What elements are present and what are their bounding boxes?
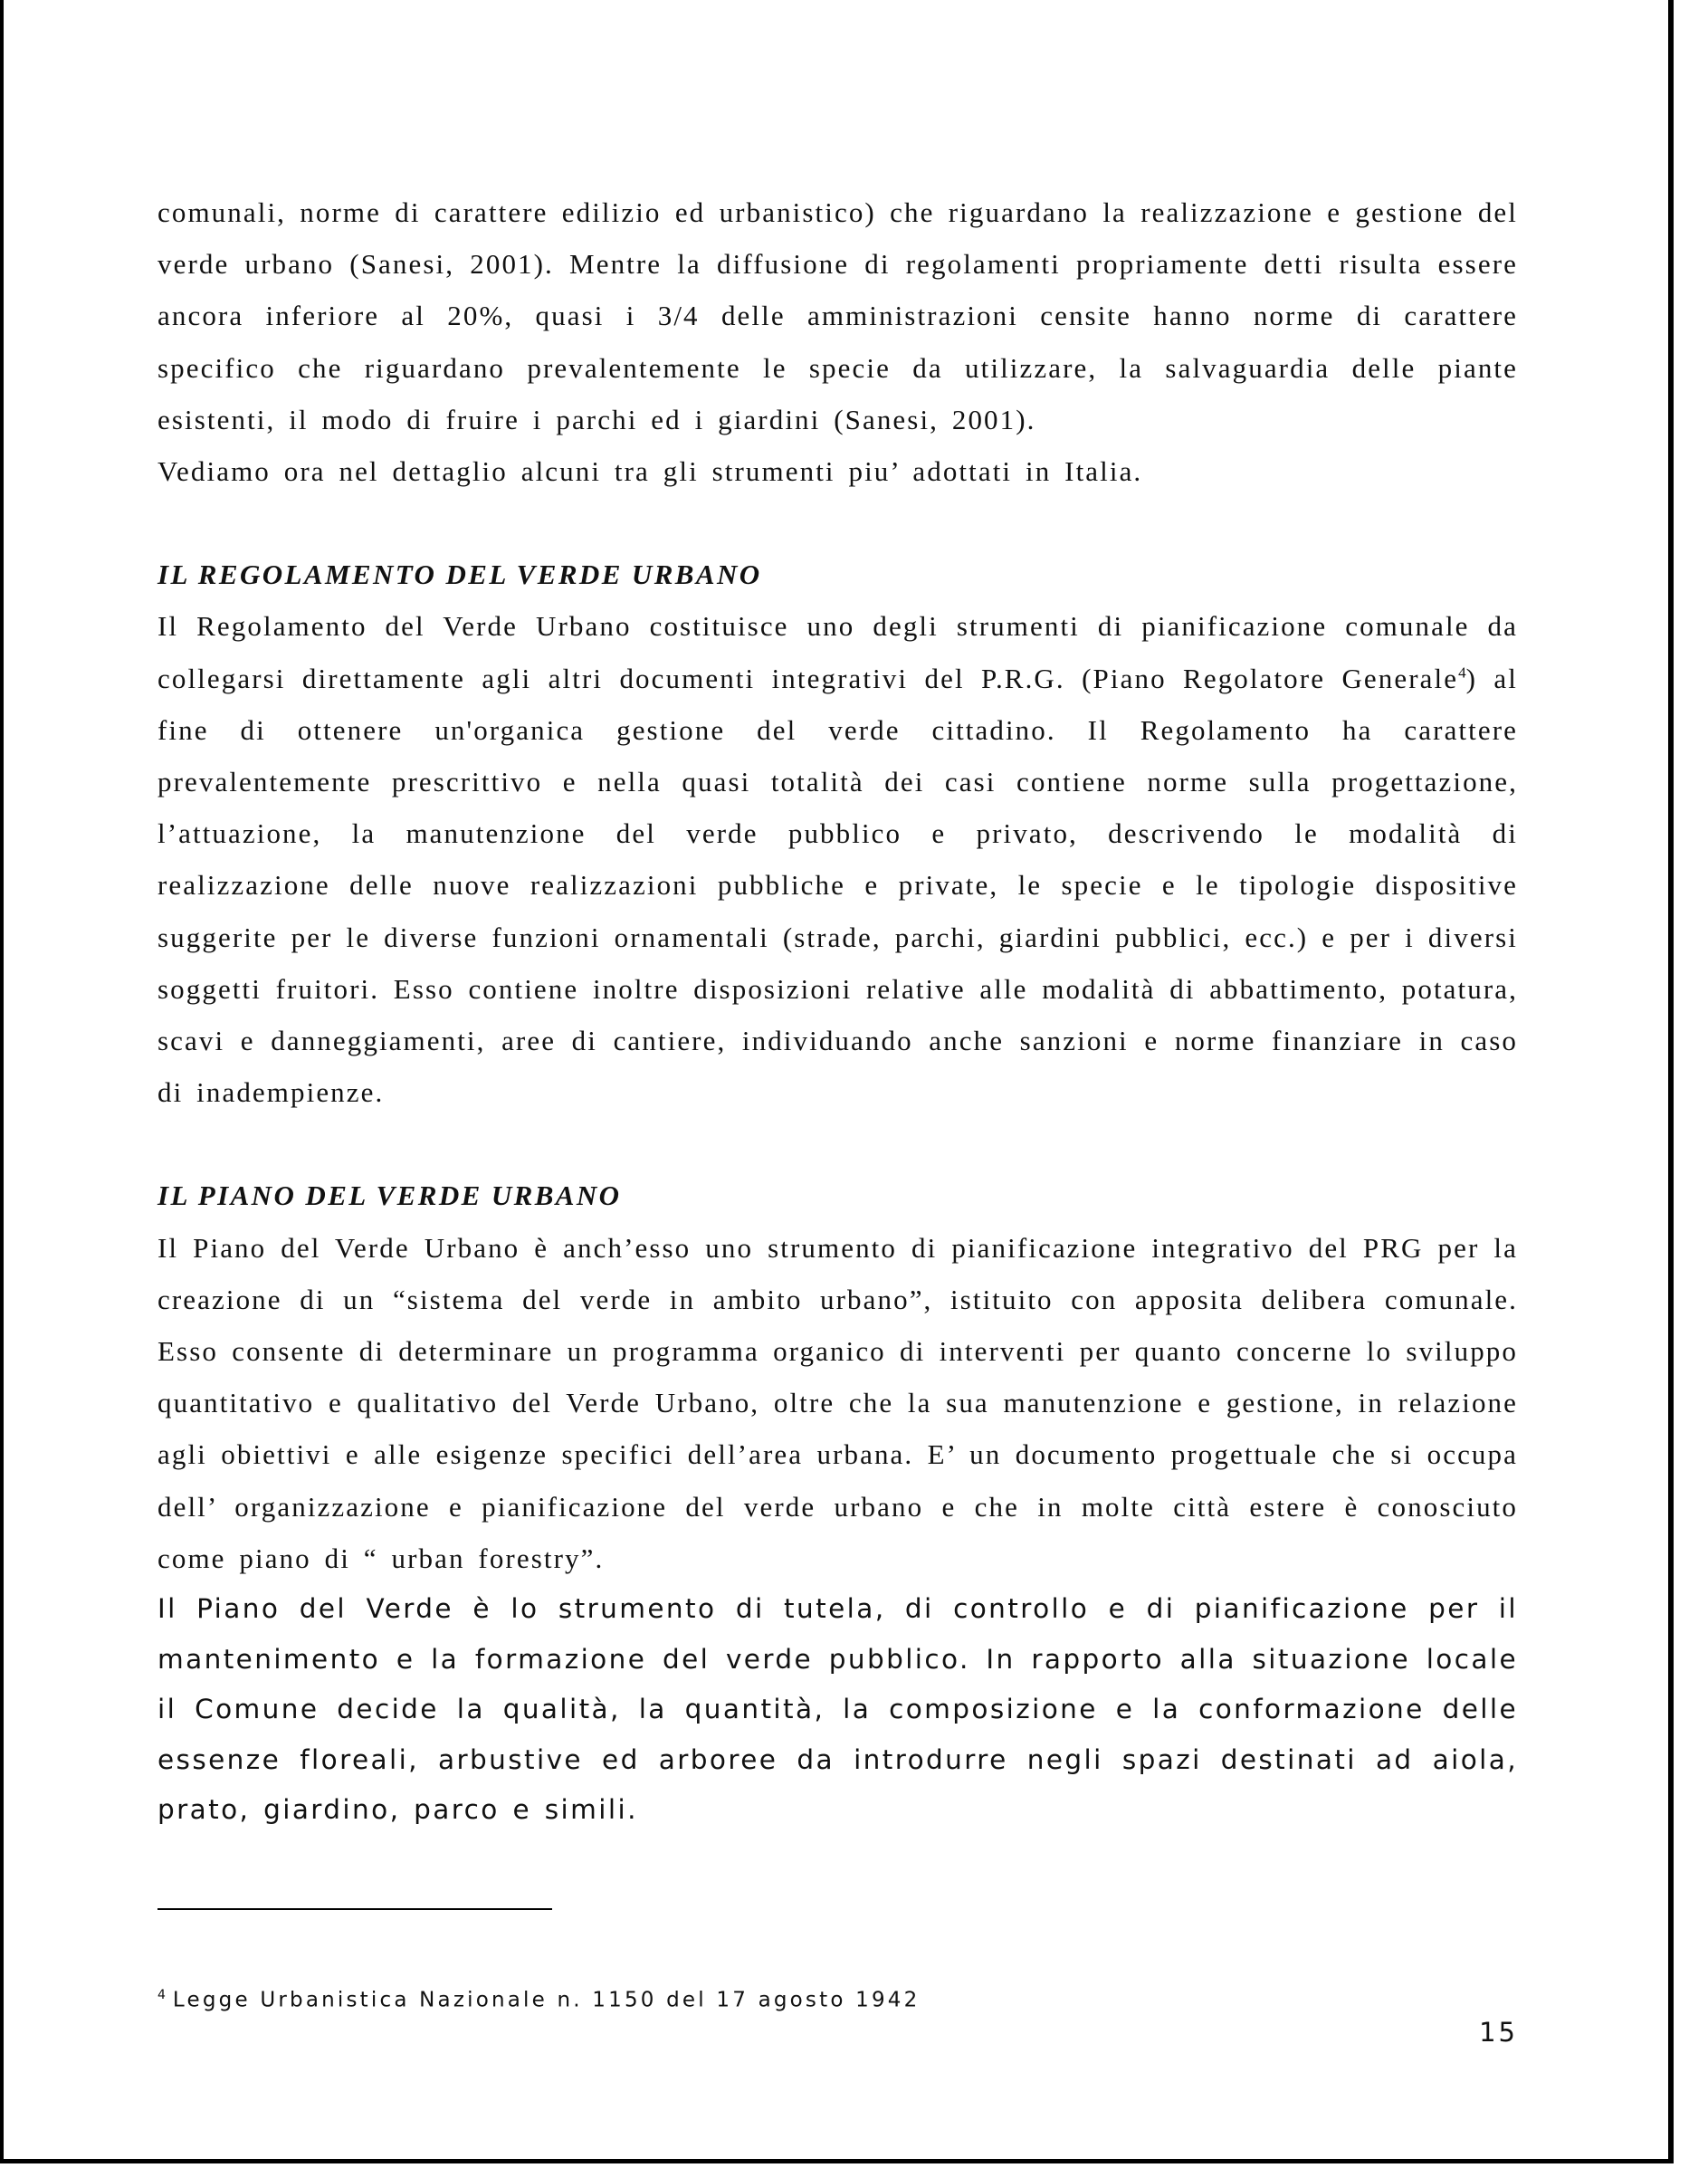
regolamento-text-part2: ) al fine di ottenere un'organica gestione del verde cittadino. Il Regolamento ha carattere prevalentemente prescrittivo e nella quasi totalità dei casi contiene norme sulla progettazione, l’attuazione, la manutenzione del verde pubblico e privato, descrivendo le modalità di realizzazione delle nuove realizzazioni pubbliche e private, le specie e le tipologie dispositive suggerite per le diverse funzioni ornamentali (strade, parchi, giardini pubblici, ecc.) e per i diversi soggetti fruitori. Esso contiene inoltre disposizioni relative alle modalità di abbattimento, potatura, scavi e danneggiamenti, aree di cantiere, individuando anche sanzioni e norme finanziare in caso di inadempienze. [157, 662, 1518, 1109]
page-body [157, 186, 1518, 1836]
footnote-separator [157, 1908, 552, 1910]
page-number: 15 [1479, 2017, 1518, 2048]
piano-paragraph: Il Piano del Verde Urbano è anch’esso uno strumento di pianificazione integrativo del PRG per la creazione di un “sistema del verde in ambito urbano”, istituito con apposita delibera comunale. Esso consente di determinare un programma organico di interventi per quanto concerne lo sviluppo quantitativo e qualitativo del Verde Urbano, oltre che la sua manutenzione e gestione, in relazione agli obiettivi e alle esigenze specifici dell’area urbana. E’ un documento progettuale che si occupa dell’ organizzazione e pianificazione del verde urbano e che in molte città estere è conosciuto come piano di “ urban forestry”. [157, 1231, 1518, 1574]
section-heading-regolamento: IL REGOLAMENTO DEL VERDE URBANO [157, 559, 762, 591]
regolamento-paragraph [157, 600, 1518, 1118]
footnote-text: Legge Urbanistica Nazionale n. 1150 del 17 agosto 1942 [172, 1988, 921, 2012]
footnote-reference[interactable]: 4 [1458, 664, 1466, 682]
section-heading-piano: IL PIANO DEL VERDE URBANO [157, 1180, 622, 1212]
piano-paragraph-sans: Il Piano del Verde è lo strumento di tutela, di controllo e di pianificazione per il mantenimento e la formazione del verde pubblico. In rapporto alla situazione locale il Comune decide la qualità, la quantità, la composizione e la conformazione delle essenze floreali, arbustive ed arboree da introdurre negli spazi destinati ad aiola, prato, giardino, parco e simili. [157, 1593, 1518, 1826]
intro-paragraph: comunali, norme di carattere edilizio ed urbanistico) che riguardano la realizzazione e gestione del verde urbano (Sanesi, 2001). Mentre la diffusione di regolamenti propriamente detti risulta essere ancora inferiore al 20%, quasi i 3/4 delle amministrazioni censite hanno norme di carattere specifico che riguardano prevalentemente le specie da utilizzare, la salvaguardia delle piante esistenti, il modo di fruire i parchi ed i giardini (Sanesi, 2001). [157, 196, 1518, 435]
footnote [157, 1988, 920, 2012]
intro-closing-line: Vediamo ora nel dettaglio alcuni tra gli strumenti piu’ adottati in Italia. [157, 455, 1143, 488]
regolamento-text-part1: Il Regolamento del Verde Urbano costituisce uno degli strumenti di pianificazione comunale da collegarsi direttamente agli altri documenti integrativi del P.R.G. (Piano Regolatore Generale [157, 610, 1518, 694]
footnote-number: 4 [157, 1988, 166, 2002]
